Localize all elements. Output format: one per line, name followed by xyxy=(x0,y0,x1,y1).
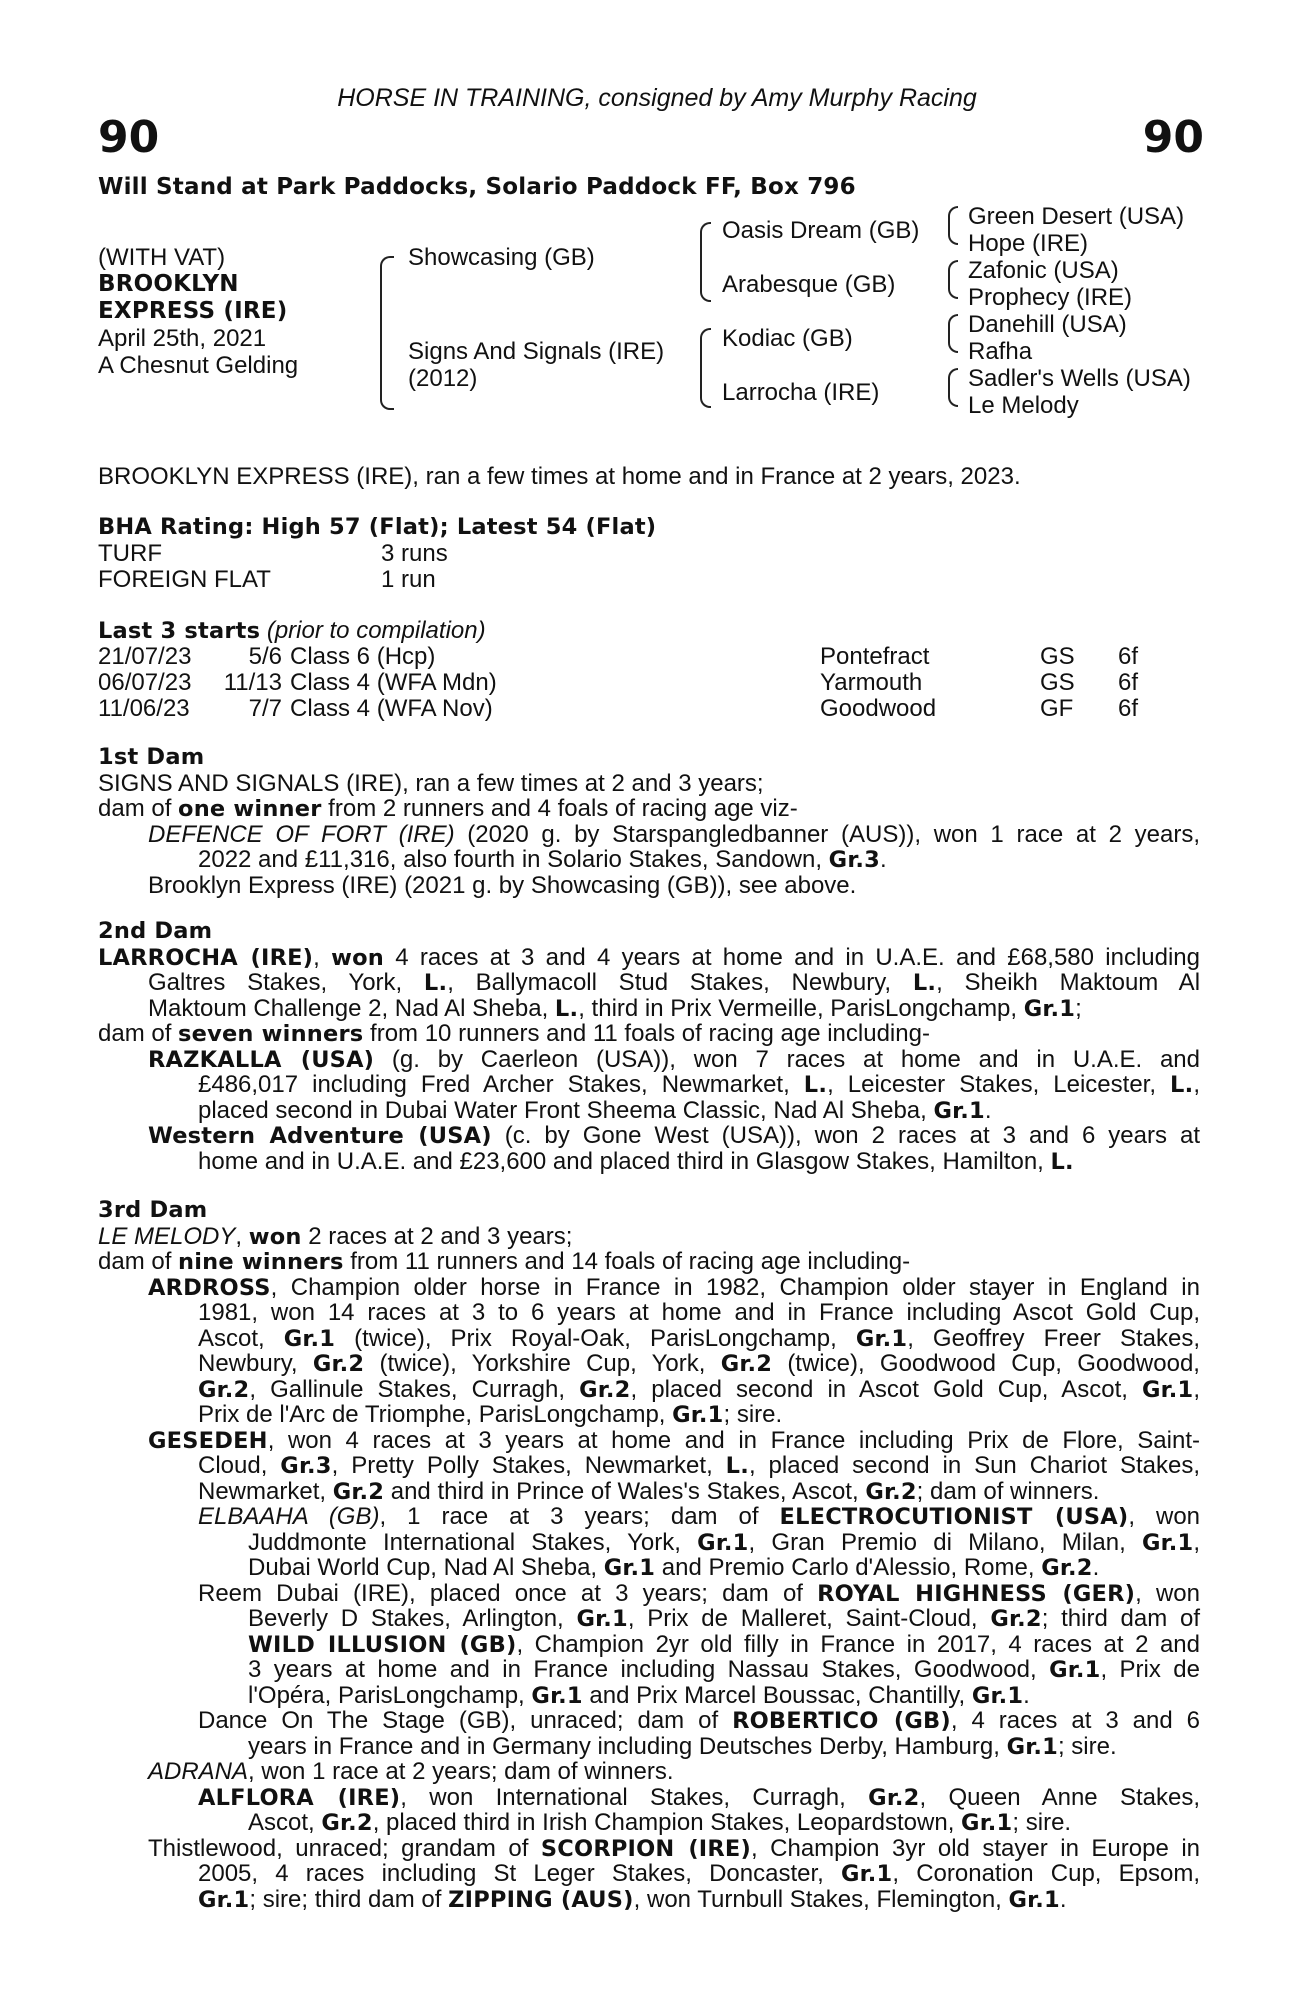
text: 2022 and £11,316, also fourth in Solario Stakes, Sandown, xyxy=(198,846,829,873)
first-dam-produce xyxy=(98,796,1200,823)
text: ; sire; third dam of xyxy=(249,1885,449,1913)
grade: Gr.1 xyxy=(1023,995,1076,1022)
won: won xyxy=(331,944,384,971)
brace-sire xyxy=(380,256,394,336)
grade: Gr.1 xyxy=(971,1682,1024,1709)
offspring-name: Western Adventure (USA) xyxy=(148,1123,492,1149)
start-date: 06/07/23 xyxy=(98,669,192,696)
grade: Gr.1 xyxy=(1049,1657,1101,1683)
offspring-line xyxy=(248,1657,1200,1684)
offspring-line xyxy=(198,1479,1200,1506)
grade: Gr.2 xyxy=(990,1606,1042,1632)
second-dam-heading: 2nd Dam xyxy=(98,918,213,944)
text: Newmarket, xyxy=(198,1477,333,1505)
text: . xyxy=(1059,1885,1067,1913)
rating-value-foreign: 1 run xyxy=(381,566,436,593)
pedigree-gg3: Zafonic (USA) xyxy=(968,257,1119,284)
offspring-line xyxy=(198,1708,1200,1735)
brace-g4 xyxy=(948,279,958,299)
last-starts-note: (prior to compilation) xyxy=(266,617,486,644)
offspring-name: SCORPION (IRE) xyxy=(540,1835,751,1862)
offspring-line xyxy=(248,1734,1200,1761)
grade: Gr.2 xyxy=(198,1376,250,1403)
start-distance: 6f xyxy=(1118,669,1139,696)
grade: Gr.1 xyxy=(1141,1529,1194,1556)
start-course: Pontefract xyxy=(820,643,930,670)
text: Beverly D Stakes, Arlington, xyxy=(248,1605,577,1632)
brace-g5 xyxy=(948,314,958,335)
text: , 4 races at 3 and 6 xyxy=(950,1707,1200,1734)
rating-label-foreign: FOREIGN FLAT xyxy=(98,566,271,593)
start-date: 21/07/23 xyxy=(98,643,192,670)
text: Prix de l'Arc de Triomphe, ParisLongchamp, xyxy=(198,1401,673,1428)
text: ; sire. xyxy=(723,1401,783,1428)
grade: Gr.1 xyxy=(1008,1886,1060,1913)
grade: Gr.1 xyxy=(933,1097,985,1124)
text: (2020 g. by Starspangledbanner (AUS)), won 1 race at 2 years, xyxy=(454,820,1201,848)
start-class: Class 4 (WFA Mdn) xyxy=(290,669,497,696)
offspring-line xyxy=(198,1504,1200,1531)
offspring-line xyxy=(198,1402,1200,1429)
pedigree-dam: Signs And Signals (IRE) xyxy=(408,338,665,365)
brace-sd xyxy=(700,262,711,302)
start-distance: 6f xyxy=(1118,643,1139,670)
brace-g3 xyxy=(948,260,958,281)
grade: Gr.1 xyxy=(283,1325,336,1352)
grade: Gr.2 xyxy=(332,1478,385,1505)
offspring-line xyxy=(198,1072,1200,1099)
offspring-line xyxy=(148,1047,1200,1074)
horse-description: A Chesnut Gelding xyxy=(98,352,299,379)
pedigree-sire-dam: Arabesque (GB) xyxy=(722,271,896,298)
offspring-line xyxy=(198,1453,1200,1480)
pedigree-dam-sire: Kodiac (GB) xyxy=(722,325,853,352)
last-starts-heading xyxy=(98,617,486,645)
grade: Gr.1 xyxy=(1006,1733,1058,1760)
text: , Prix de Malleret, Saint-Cloud, xyxy=(627,1605,991,1632)
grade: Gr.1 xyxy=(841,1861,893,1887)
text: , Gran Premio di Milano, Milan, xyxy=(748,1528,1142,1556)
third-dam-heading: 3rd Dam xyxy=(98,1197,208,1223)
start-position: 11/13 xyxy=(223,669,282,696)
text: , placed second in Ascot Gold Cup, Ascot, xyxy=(630,1375,1142,1403)
third-dam-line xyxy=(98,1224,1200,1251)
text: 3 years at home and in France including Nassau Stakes, Goodwood, xyxy=(248,1656,1050,1683)
text: from 2 runners and 4 foals of racing age viz- xyxy=(321,795,798,822)
second-dam-produce xyxy=(98,1021,1200,1048)
text: . xyxy=(880,846,887,873)
third-dam-produce xyxy=(98,1249,1200,1276)
text: , placed third in Irish Champion Stakes, Leopardstown, xyxy=(372,1809,962,1836)
brace-g7 xyxy=(948,368,958,389)
offspring-name: ALFLORA (IRE) xyxy=(198,1784,401,1811)
grade: L. xyxy=(554,995,579,1022)
offspring-name: DEFENCE OF FORT (IRE) xyxy=(148,820,455,848)
offspring-line xyxy=(248,1683,1200,1710)
offspring-name: ELECTROCUTIONIST (USA) xyxy=(779,1504,1129,1530)
text: , Queen Anne Stakes, xyxy=(919,1783,1201,1811)
grade: L. xyxy=(725,1453,749,1479)
text: , won Turnbull Stakes, Flemington, xyxy=(633,1885,1009,1913)
text: Juddmonte International Stakes, York, xyxy=(248,1528,698,1556)
last-starts-title: Last 3 starts xyxy=(98,618,261,644)
offspring-line xyxy=(198,1377,1200,1404)
start-course: Yarmouth xyxy=(820,669,923,696)
won: won xyxy=(248,1223,302,1250)
grade: Gr.2 xyxy=(579,1376,631,1403)
second-dam-line xyxy=(98,945,1200,972)
brace-g8 xyxy=(948,387,958,407)
third-dam-section xyxy=(98,1198,1200,1918)
text: dam of xyxy=(98,1248,179,1275)
text: Ascot, xyxy=(248,1809,322,1836)
start-date: 11/06/23 xyxy=(98,695,190,722)
offspring-name: RAZKALLA (USA) xyxy=(148,1046,375,1073)
grade: Gr.1 xyxy=(697,1529,749,1556)
winner-count: seven winners xyxy=(178,1021,364,1047)
text: £486,017 including Fred Archer Stakes, Newmarket, xyxy=(198,1071,804,1098)
text: Thistlewood, unraced; grandam of xyxy=(148,1834,541,1862)
text: 2 races at 2 and 3 years; xyxy=(301,1222,573,1250)
grade: Gr.1 xyxy=(855,1325,908,1352)
text: , placed second in Sun Chariot Stakes, xyxy=(748,1452,1201,1479)
offspring-name: ROBERTICO (GB) xyxy=(732,1708,951,1734)
text: . xyxy=(1023,1681,1030,1709)
grade: Gr.2 xyxy=(720,1351,773,1377)
grade: L. xyxy=(1050,1148,1074,1175)
text: dam of xyxy=(98,1020,179,1047)
dam-name: LE MELODY xyxy=(98,1222,236,1250)
text: (twice), Yorkshire Cup, York, xyxy=(364,1350,721,1377)
text: , Champion 2yr old filly in France in 2017, 4 races at 2 and xyxy=(516,1630,1200,1658)
offspring-line xyxy=(198,1326,1200,1353)
lot-number-left: 90 xyxy=(98,112,160,163)
text: Ascot, xyxy=(198,1324,284,1352)
offspring-line xyxy=(248,1530,1200,1557)
offspring-line xyxy=(148,1836,1200,1863)
text: , won 1 race at 2 years; dam of winners. xyxy=(248,1758,674,1785)
start-position: 5/6 xyxy=(248,643,282,670)
text: , 1 race at 3 years; dam of xyxy=(379,1503,780,1530)
grade: Gr.1 xyxy=(961,1810,1013,1836)
grade: Gr.2 xyxy=(321,1810,373,1836)
offspring-line: 1981, won 14 races at 3 to 6 years at home and in France including Ascot Gold Cup, xyxy=(198,1299,1200,1326)
text: , third in Prix Vermeille, ParisLongchamp, xyxy=(578,994,1024,1022)
first-dam-heading: 1st Dam xyxy=(98,744,205,770)
start-going: GS xyxy=(1040,669,1075,696)
text: , won 4 races at 3 years at home and in France including Prix de Flore, Saint- xyxy=(267,1426,1200,1454)
grade: Gr.2 xyxy=(1041,1555,1093,1581)
offspring-line xyxy=(148,1123,1200,1150)
text: ; dam of winners. xyxy=(916,1477,1100,1505)
offspring-line xyxy=(198,1351,1200,1378)
text: (twice), Prix Royal-Oak, ParisLongchamp, xyxy=(335,1324,856,1352)
text: , won xyxy=(1135,1579,1200,1607)
text: , won International Stakes, Curragh, xyxy=(400,1783,869,1811)
text: ; third dam of xyxy=(1041,1605,1200,1632)
rating-label-turf: TURF xyxy=(98,540,162,567)
grade: Gr.1 xyxy=(1141,1376,1194,1403)
text: ; xyxy=(1075,994,1082,1022)
text: Reem Dubai (IRE), placed once at 3 years; dam of xyxy=(198,1579,818,1607)
text: , xyxy=(1193,1528,1200,1556)
winner-count: nine winners xyxy=(178,1249,344,1275)
text: years in France and in Germany including Deutsches Derby, Hamburg, xyxy=(248,1732,1007,1760)
text: Dubai World Cup, Nad Al Sheba, xyxy=(248,1554,604,1581)
text: , Prix de xyxy=(1100,1656,1200,1683)
start-distance: 6f xyxy=(1118,695,1139,722)
grade: Gr.1 xyxy=(672,1402,724,1428)
text: , xyxy=(235,1222,249,1250)
text: and Prix Marcel Boussac, Chantilly, xyxy=(582,1681,972,1709)
offspring-name: ROYAL HIGHNESS (GER) xyxy=(817,1580,1136,1607)
offspring-name: ADRANA xyxy=(148,1758,249,1785)
pedigree-gg5: Danehill (USA) xyxy=(968,311,1127,338)
bha-rating: BHA Rating: High 57 (Flat); Latest 54 (Flat) xyxy=(98,514,657,540)
horse-name-line1: BROOKLYN xyxy=(98,271,239,297)
offspring-name: ARDROSS xyxy=(148,1274,271,1301)
offspring-line xyxy=(148,822,1200,848)
stand-location: Will Stand at Park Paddocks, Solario Paddock FF, Box 796 xyxy=(98,174,856,200)
brace-ds xyxy=(700,328,711,370)
grade: Gr.1 xyxy=(603,1555,656,1581)
start-course: Goodwood xyxy=(820,695,937,722)
grade: Gr.2 xyxy=(868,1784,920,1811)
pedigree-dam-year: (2012) xyxy=(408,365,478,392)
second-dam-line xyxy=(148,970,1200,997)
offspring-line xyxy=(248,1555,1200,1582)
offspring-line xyxy=(248,1606,1200,1633)
winner-count: one winner xyxy=(178,796,322,822)
grade: Gr.1 xyxy=(531,1682,583,1709)
lot-number-right: 90 xyxy=(1142,112,1204,163)
text: , Coronation Cup, Epsom, xyxy=(892,1860,1200,1887)
text: , Sheikh Maktoum Al xyxy=(936,969,1201,996)
pedigree-gg7: Sadler's Wells (USA) xyxy=(968,365,1191,392)
offspring-line xyxy=(198,1887,1200,1914)
brace-g6 xyxy=(948,333,958,353)
text: , Gallinule Stakes, Curragh, xyxy=(249,1375,580,1403)
first-dam-section xyxy=(98,745,1200,905)
vat-note: (WITH VAT) xyxy=(98,244,226,271)
text: 2005, 4 races including St Leger Stakes, Doncaster, xyxy=(198,1860,841,1887)
second-dam-line xyxy=(148,996,1200,1023)
text: l'Opéra, ParisLongchamp, xyxy=(248,1681,532,1709)
start-going: GF xyxy=(1040,695,1074,722)
text: home and in U.A.E. and £23,600 and placed third in Glasgow Stakes, Hamilton, xyxy=(198,1147,1051,1175)
text: , Pretty Polly Stakes, Newmarket, xyxy=(331,1452,726,1479)
start-going: GS xyxy=(1040,643,1075,670)
pedigree-gg8: Le Melody xyxy=(968,392,1079,419)
offspring-name: GESEDEH xyxy=(148,1427,268,1454)
offspring-name: ZIPPING (AUS) xyxy=(448,1886,634,1913)
text: Dance On The Stage (GB), unraced; dam of xyxy=(198,1707,733,1734)
pedigree-dam-dam: Larrocha (IRE) xyxy=(722,379,880,406)
text: (g. by Caerleon (USA)), won 7 races at home and in U.A.E. and xyxy=(374,1045,1201,1073)
pedigree-sire-sire: Oasis Dream (GB) xyxy=(722,217,920,244)
pedigree-gg2: Hope (IRE) xyxy=(968,230,1089,257)
text: , won xyxy=(1128,1503,1201,1530)
pedigree-gg1: Green Desert (USA) xyxy=(968,203,1185,230)
race-summary: BROOKLYN EXPRESS (IRE), ran a few times at home and in France at 2 years, 2023. xyxy=(98,463,1021,490)
text: from 11 runners and 14 foals of racing age including- xyxy=(343,1248,911,1275)
offspring-line xyxy=(248,1632,1200,1659)
text: , Geoffrey Freer Stakes, xyxy=(907,1324,1201,1352)
offspring-line xyxy=(198,847,1200,874)
date-of-birth: April 25th, 2021 xyxy=(98,325,267,352)
grade: L. xyxy=(1170,1072,1194,1098)
offspring-line xyxy=(148,1275,1200,1302)
offspring-line xyxy=(198,1149,1200,1176)
text: ; sire. xyxy=(1012,1809,1072,1836)
text: and Premio Carlo d'Alessio, Rome, xyxy=(655,1554,1042,1581)
brace-g2 xyxy=(948,225,958,245)
offspring-line xyxy=(248,1810,1200,1837)
horse-name-line2: EXPRESS (IRE) xyxy=(98,298,288,324)
text: Galtres Stakes, York, xyxy=(148,969,424,996)
text: and third in Prince of Wales's Stakes, Ascot, xyxy=(384,1477,866,1505)
brace-dd xyxy=(700,368,711,408)
pedigree-gg4: Prophecy (IRE) xyxy=(968,284,1133,311)
start-position: 7/7 xyxy=(248,695,282,722)
grade: Gr.1 xyxy=(576,1606,628,1632)
text: , Ballymacoll Stud Stakes, Newbury, xyxy=(447,969,913,996)
text: dam of xyxy=(98,795,179,822)
brace-dam xyxy=(380,334,394,410)
offspring-line xyxy=(198,1098,1200,1125)
offspring-line xyxy=(198,1861,1200,1888)
grade: Gr.3 xyxy=(828,847,881,873)
dam-name: LARROCHA (IRE) xyxy=(98,944,314,971)
grade: Gr.1 xyxy=(198,1886,250,1913)
text: . xyxy=(984,1096,992,1124)
text: , Leicester Stakes, Leicester, xyxy=(827,1071,1171,1098)
offspring-line xyxy=(148,1759,1200,1785)
text: placed second in Dubai Water Front Sheema Classic, Nad Al Sheba, xyxy=(198,1096,934,1124)
offspring-line: Brooklyn Express (IRE) (2021 g. by Showcasing (GB)), see above. xyxy=(148,871,857,899)
offspring-name: ELBAAHA (GB) xyxy=(198,1503,380,1530)
text: ; sire. xyxy=(1057,1732,1117,1760)
text: Maktoum Challenge 2, Nad Al Sheba, xyxy=(148,994,555,1022)
grade: Gr.2 xyxy=(312,1351,365,1377)
text: , xyxy=(1193,1375,1201,1403)
grade: Gr.2 xyxy=(865,1478,917,1505)
first-dam-line: SIGNS AND SIGNALS (IRE), ran a few times at 2 and 3 years; xyxy=(98,769,764,797)
pedigree-sire: Showcasing (GB) xyxy=(408,244,595,271)
text: from 10 runners and 11 foals of racing age including- xyxy=(363,1020,930,1047)
consignment-line: HORSE IN TRAINING, consigned by Amy Murphy Racing xyxy=(337,84,977,112)
text: Cloud, xyxy=(198,1452,281,1479)
text: (c. by Gone West (USA)), won 2 races at 3 and 6 years at xyxy=(491,1122,1200,1149)
text: , Champion 3yr old stayer in Europe in xyxy=(750,1834,1200,1862)
offspring-line xyxy=(198,1581,1200,1608)
pedigree-gg6: Rafha xyxy=(968,338,1033,365)
text: . xyxy=(1092,1554,1100,1581)
text: Newbury, xyxy=(198,1350,313,1377)
start-class: Class 4 (WFA Nov) xyxy=(290,695,493,722)
text: , Champion older horse in France in 1982, Champion older stayer in England in xyxy=(270,1273,1200,1301)
grade: L. xyxy=(912,970,937,996)
text: (twice), Goodwood Cup, Goodwood, xyxy=(772,1350,1200,1377)
brace-ss xyxy=(700,222,711,264)
rating-value-turf: 3 runs xyxy=(381,540,448,567)
grade: L. xyxy=(423,970,448,996)
offspring-name: WILD ILLUSION (GB) xyxy=(248,1631,517,1658)
offspring-line xyxy=(198,1785,1200,1812)
text: , xyxy=(313,943,332,971)
second-dam-section xyxy=(98,918,1201,1175)
text: 4 races at 3 and 4 years at home and in U.A.E. and £68,580 including xyxy=(383,943,1200,971)
grade: Gr.3 xyxy=(280,1453,332,1479)
offspring-line xyxy=(148,1428,1200,1455)
text: , xyxy=(1193,1071,1200,1098)
brace-g1 xyxy=(948,206,958,227)
grade: L. xyxy=(803,1072,828,1098)
start-class: Class 6 (Hcp) xyxy=(290,643,436,670)
